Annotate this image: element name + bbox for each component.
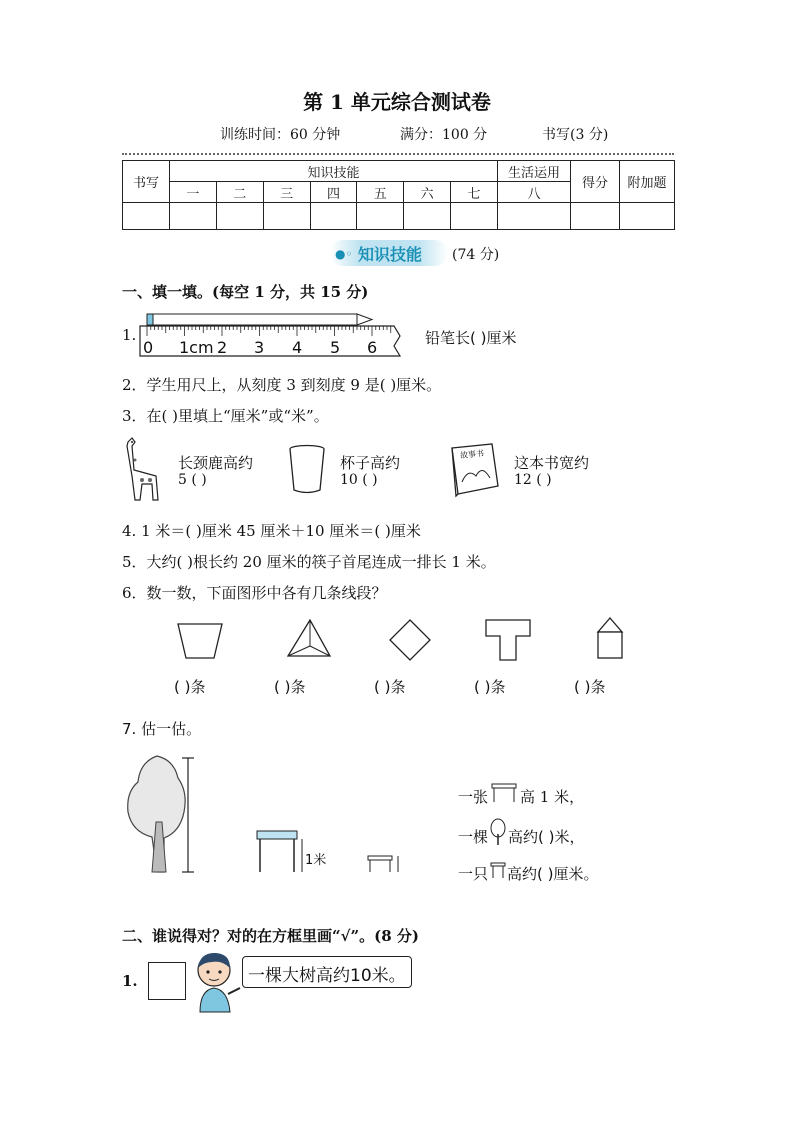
col-3: 三 — [263, 182, 310, 203]
ruler-tick-6: 6 — [367, 338, 378, 357]
small-stool-icon — [489, 860, 507, 880]
q5: 5．大约( )根长约 20 厘米的筷子首尾连成一排长 1 米。 — [122, 553, 496, 571]
cup-label: 杯子高约 — [340, 454, 401, 472]
score-cell[interactable] — [571, 203, 620, 230]
score-table — [122, 160, 675, 230]
q7-illustration — [122, 752, 422, 882]
score-cell[interactable] — [123, 203, 170, 230]
diamond-shape — [390, 620, 430, 660]
badge-icon: ●◦ — [335, 247, 353, 261]
small-table-icon — [490, 780, 518, 804]
extra-header: 附加题 — [620, 161, 675, 203]
score-cell[interactable] — [310, 203, 357, 230]
stool-icon — [368, 856, 392, 872]
time-limit: 训练时间：60 分钟 — [220, 127, 341, 143]
score-cell[interactable] — [451, 203, 498, 230]
part2-heading: 二、谁说得对？对的在方框里画“√”。(8 分) — [122, 927, 419, 945]
col-7: 七 — [451, 182, 498, 203]
life-header: 生活运用 — [498, 161, 571, 182]
q6: 6．数一数，下面图形中各有几条线段？ — [122, 584, 387, 602]
score-cell[interactable] — [357, 203, 404, 230]
q4: 4. 1 米＝( )厘米 45 厘米＋10 厘米＝( )厘米 — [122, 522, 421, 540]
giraffe-answer: 5 ( ) — [178, 472, 207, 488]
ruler-with-pencil — [132, 308, 404, 360]
score-cell[interactable] — [216, 203, 263, 230]
score-header: 得分 — [571, 161, 620, 203]
cup-icon — [287, 444, 327, 496]
col-4: 四 — [310, 182, 357, 203]
q3: 3．在( )里填上“厘米”或“米”。 — [122, 407, 329, 425]
score-cell[interactable] — [404, 203, 451, 230]
col-6: 六 — [404, 182, 451, 203]
q6-blank-2[interactable]: ( )条 — [274, 678, 306, 696]
book-answer: 12 ( ) — [514, 472, 552, 488]
writing-score: 书写(3 分) — [542, 127, 609, 143]
score-cell[interactable] — [263, 203, 310, 230]
triangle-shape — [288, 620, 330, 656]
divider — [122, 153, 674, 155]
q1-number: 1. — [122, 326, 137, 344]
section-points: (74 分) — [452, 247, 500, 263]
book-cover-text: 故事书 — [459, 448, 485, 461]
col-1: 一 — [170, 182, 217, 203]
q6-blank-5[interactable]: ( )条 — [574, 678, 606, 696]
full-score: 满分：100 分 — [400, 127, 488, 143]
q6-shapes — [170, 616, 670, 666]
small-tree-icon — [488, 818, 508, 846]
ruler-tick-1: 1cm — [179, 338, 214, 357]
knowledge-header: 知识技能 — [170, 161, 498, 182]
section-badge-label: 知识技能 — [358, 245, 423, 264]
q7: 7. 估一估。 — [122, 720, 202, 738]
q7-line2-b: 高约( )米， — [508, 828, 585, 846]
q7-line3-b: 高约( )厘米。 — [507, 865, 599, 883]
part2-q1-number: 1. — [122, 972, 138, 990]
q7-line3-a: 一只 — [458, 865, 489, 883]
q6-blank-4[interactable]: ( )条 — [474, 678, 506, 696]
col-2: 二 — [216, 182, 263, 203]
writing-header: 书写 — [123, 161, 170, 203]
book-label: 这本书宽约 — [514, 454, 590, 472]
tree-icon — [128, 756, 185, 872]
table-icon — [257, 831, 297, 872]
ruler-tick-2: 2 — [217, 338, 228, 357]
q6-blank-3[interactable]: ( )条 — [374, 678, 406, 696]
giraffe-label: 长颈鹿高约 — [178, 454, 254, 472]
score-cell[interactable] — [498, 203, 571, 230]
boy-avatar — [192, 950, 242, 1014]
t-shape — [486, 620, 530, 660]
part1-heading: 一、填一填。(每空 1 分，共 15 分) — [122, 283, 369, 301]
giraffe-icon — [118, 436, 164, 504]
ruler-tick-5: 5 — [330, 338, 341, 357]
col-5: 五 — [357, 182, 404, 203]
q7-line1-b: 高 1 米， — [520, 788, 585, 806]
cup-answer: 10 ( ) — [340, 472, 378, 488]
score-cell[interactable] — [620, 203, 675, 230]
speech-text: 一棵大树高约10米。 — [248, 966, 406, 986]
house-shape — [598, 618, 622, 658]
trapezoid-shape — [178, 624, 222, 658]
score-cell[interactable] — [170, 203, 217, 230]
q2: 2．学生用尺上，从刻度 3 到刻度 9 是( )厘米。 — [122, 376, 442, 394]
answer-checkbox[interactable] — [148, 962, 186, 1000]
q7-line1-a: 一张 — [458, 788, 489, 806]
col-8: 八 — [498, 182, 571, 203]
q6-blank-1[interactable]: ( )条 — [174, 678, 206, 696]
q1-text: 铅笔长( )厘米 — [425, 329, 517, 347]
ruler-tick-4: 4 — [292, 338, 303, 357]
page-title: 第 1 单元综合测试卷 — [303, 90, 491, 114]
ruler-tick-0: 0 — [143, 338, 154, 357]
ruler-tick-3: 3 — [254, 338, 265, 357]
q7-line2-a: 一棵 — [458, 828, 489, 846]
table-height-label: 1米 — [305, 853, 327, 868]
